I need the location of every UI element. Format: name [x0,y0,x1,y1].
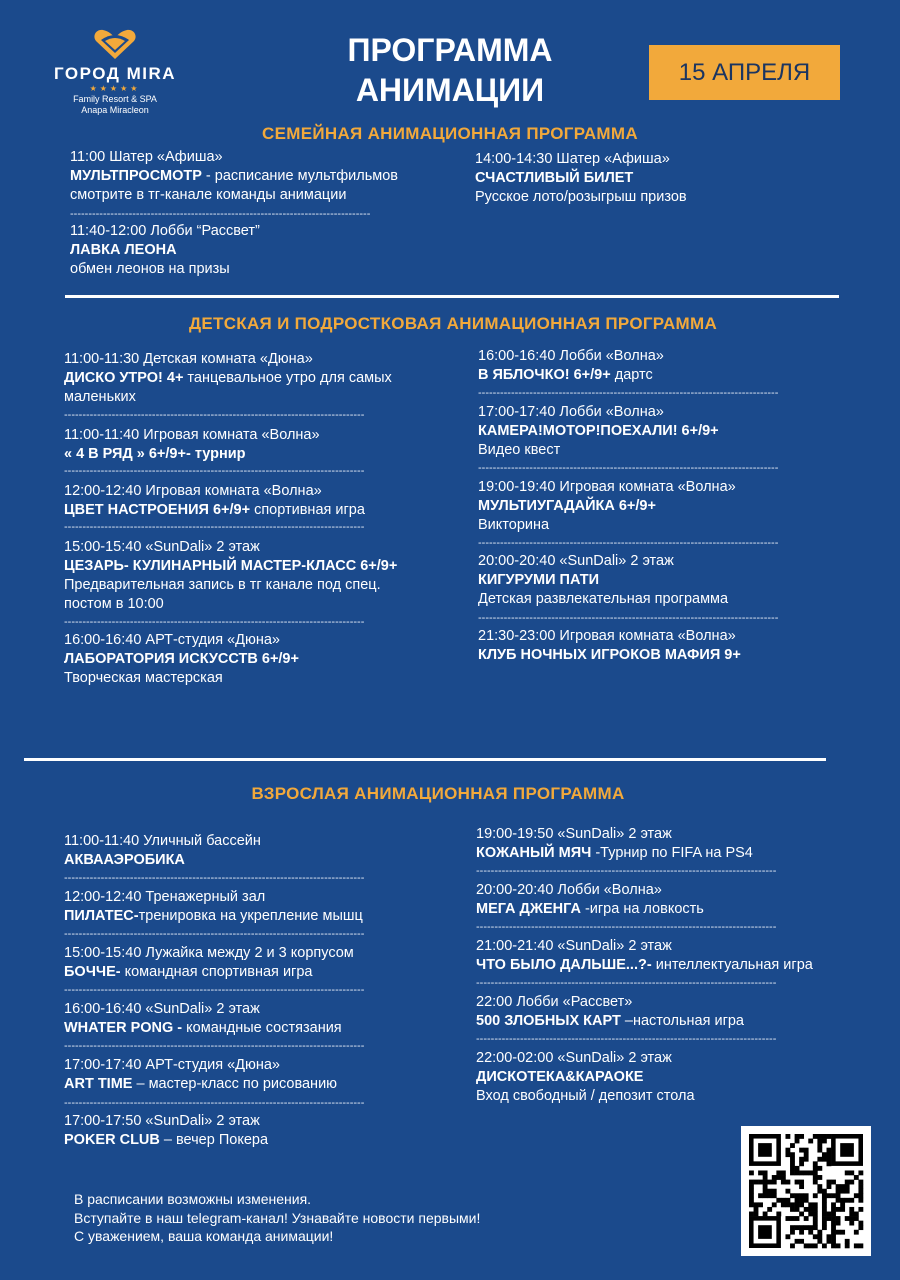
adult-item-2 [64,888,363,926]
event-desc: дартс [610,367,653,383]
adult-section-title: ВЗРОСЛАЯ АНИМАЦИОННАЯ ПРОГРАММА [251,784,625,803]
title-line1: ПРОГРАММА [347,32,553,68]
heart-logo-icon [93,28,137,60]
event-desc: Русское лото/розыгрыш призов [475,189,687,205]
divider: ---------------------------------------------------------------------------------- [478,389,779,397]
event-time: 17:00-17:40 АРТ-студия «Дюна» [64,1057,280,1073]
divider: ---------------------------------------------------------------------------------- [476,1035,777,1043]
event-time: 19:00-19:50 «SunDali» 2 этаж [476,826,672,842]
adult-item-10 [476,993,744,1031]
adult-item-6 [64,1112,268,1150]
event-title: POKER CLUB [64,1132,160,1148]
event-title: ЛАБОРАТОРИЯ ИСКУССТВ 6+/9+ [64,651,299,667]
event-desc-2: смотрите в тг-канале команды анимации [70,187,347,203]
event-title: ДИСКО УТРО! 4+ [64,370,184,386]
divider: ---------------------------------------------------------------------------------- [64,1042,365,1050]
event-title: ЦЕЗАРЬ- КУЛИНАРНЫЙ МАСТЕР-КЛАСС 6+/9+ [64,558,398,574]
kids-item-10 [478,627,741,665]
event-time: 12:00-12:40 Тренажерный зал [64,889,266,905]
event-title: БОЧЧЕ- [64,964,121,980]
adult-item-11 [476,1049,695,1106]
event-time: 22:00 Лобби «Рассвет» [476,994,633,1010]
event-title: ЧТО БЫЛО ДАЛЬШЕ...?- [476,957,652,973]
event-desc: – вечер Покера [159,1132,269,1148]
event-time: 11:40-12:00 Лобби “Рассвет” [70,223,260,239]
kids-section-title: ДЕТСКАЯ И ПОДРОСТКОВАЯ АНИМАЦИОННАЯ ПРОГРАММА [188,314,718,333]
event-title: МЕГА ДЖЕНГА [476,901,581,917]
brand-logo [50,28,180,116]
section-rule [24,758,826,761]
event-desc: Творческая мастерская [64,670,223,686]
adult-item-8 [476,881,704,919]
event-title: ART TIME [64,1076,133,1092]
event-title: МУЛЬТПРОСМОТР [70,168,202,184]
divider: ---------------------------------------------------------------------------------- [478,539,779,547]
divider: ---------------------------------------------------------------------------------- [70,210,371,218]
kids-item-3 [64,482,365,520]
divider: ---------------------------------------------------------------------------------- [476,867,777,875]
divider: ---------------------------------------------------------------------------------- [64,618,365,626]
event-desc: командные состязания [182,1020,342,1036]
family-item-1 [70,148,398,205]
event-title: ПИЛАТЕС- [64,908,139,924]
divider: ---------------------------------------------------------------------------------- [64,467,365,475]
event-title: « 4 В РЯД » 6+/9+- турнир [64,446,246,462]
footer-line-1: В расписании возможны изменения. [74,1191,312,1207]
divider: ---------------------------------------------------------------------------------- [64,874,365,882]
adult-item-9 [476,937,813,975]
event-desc: Вход свободный / депозит стола [476,1088,695,1104]
adult-item-5 [64,1056,337,1094]
event-title: КАМЕРА!МОТОР!ПОЕХАЛИ! 6+/9+ [478,423,719,439]
event-time: 19:00-19:40 Игровая комната «Волна» [478,479,736,495]
event-time: 16:00-16:40 АРТ-студия «Дюна» [64,632,280,648]
event-desc: –настольная игра [620,1013,744,1029]
event-desc: -Турнир по FIFA на PS4 [591,845,753,861]
page-title [300,30,600,110]
event-desc: тренировка на укрепление мышц [138,908,363,924]
event-time: 16:00-16:40 Лобби «Волна» [478,348,664,364]
event-title: СЧАСТЛИВЫЙ БИЛЕТ [475,170,634,186]
event-desc: спортивная игра [250,502,365,518]
footer-note [74,1190,480,1246]
event-desc: Видео квест [478,442,561,458]
divider: ---------------------------------------------------------------------------------- [64,986,365,994]
kids-item-6 [478,347,664,385]
event-desc: -игра на ловкость [580,901,704,917]
divider: ---------------------------------------------------------------------------------- [478,614,779,622]
date-badge: 15 АПРЕЛЯ [649,45,840,100]
brand-name: ГОРОД MIRA [53,64,177,83]
event-time: 11:00-11:30 Детская комната «Дюна» [64,351,313,367]
event-desc: интеллектуальная игра [651,957,813,973]
event-time: 11:00-11:40 Игровая комната «Волна» [64,427,320,443]
event-time: 11:00-11:40 Уличный бассейн [64,833,261,849]
event-title: КИГУРУМИ ПАТИ [478,572,599,588]
adult-item-1 [64,832,261,870]
event-time: 15:00-15:40 Лужайка между 2 и 3 корпусом [64,945,354,961]
event-time: 22:00-02:00 «SunDali» 2 этаж [476,1050,672,1066]
kids-item-1 [64,350,392,407]
event-title: ЛАВКА ЛЕОНА [70,242,177,258]
divider: ---------------------------------------------------------------------------------- [64,930,365,938]
title-line2: АНИМАЦИИ [355,72,545,108]
event-time: 11:00 Шатер «Афиша» [70,149,223,165]
divider: ---------------------------------------------------------------------------------- [64,1099,365,1107]
event-desc: Викторина [478,517,550,533]
kids-item-2 [64,426,320,464]
event-title: МУЛЬТИУГАДАЙКА 6+/9+ [478,498,656,514]
event-desc: Предварительная запись в тг канале под спец. [64,577,381,593]
event-title: КЛУБ НОЧНЫХ ИГРОКОВ МАФИЯ 9+ [478,647,741,663]
event-desc: – мастер-класс по рисованию [132,1076,338,1092]
event-desc-2: маленьких [64,389,136,405]
brand-stars: ★★★★★ [89,84,141,93]
event-time: 16:00-16:40 «SunDali» 2 этаж [64,1001,260,1017]
event-desc: танцевальное утро для самых [183,370,392,386]
event-time: 20:00-20:40 «SunDali» 2 этаж [478,553,674,569]
family-item-3 [475,150,687,207]
event-title: 500 ЗЛОБНЫХ КАРТ [476,1013,621,1029]
event-time: 17:00-17:40 Лобби «Волна» [478,404,664,420]
event-title: WHATER PONG - [64,1020,183,1036]
event-time: 15:00-15:40 «SunDali» 2 этаж [64,539,260,555]
kids-item-5 [64,631,299,688]
event-desc: обмен леонов на призы [70,261,230,277]
divider: ---------------------------------------------------------------------------------- [476,979,777,987]
qr-code-graphic [741,1126,871,1256]
section-rule [65,295,839,298]
kids-item-7 [478,403,719,460]
family-item-2 [70,222,260,279]
event-desc: - расписание мультфильмов [201,168,398,184]
event-desc: командная спортивная игра [120,964,313,980]
event-desc: Детская развлекательная программа [478,591,729,607]
event-desc-2: постом в 10:00 [64,596,164,612]
event-time: 20:00-20:40 Лобби «Волна» [476,882,662,898]
event-time: 21:30-23:00 Игровая комната «Волна» [478,628,736,644]
divider: ---------------------------------------------------------------------------------- [64,523,365,531]
event-title: ДИСКОТЕКА&КАРАОКЕ [476,1069,644,1085]
kids-item-8 [478,478,736,535]
event-time: 12:00-12:40 Игровая комната «Волна» [64,483,322,499]
event-time: 14:00-14:30 Шатер «Афиша» [475,151,670,167]
qr-code-icon[interactable] [741,1126,871,1256]
footer-line-3: С уважением, ваша команда анимации! [74,1228,334,1244]
event-title: КОЖАНЫЙ МЯЧ [476,845,592,861]
brand-line2: Anapa Miracleon [81,105,149,115]
event-title: АКВААЭРОБИКА [64,852,185,868]
event-time: 21:00-21:40 «SunDali» 2 этаж [476,938,672,954]
kids-item-4 [64,538,397,614]
divider: ---------------------------------------------------------------------------------- [64,411,365,419]
divider: ---------------------------------------------------------------------------------- [478,464,779,472]
family-section-title: СЕМЕЙНАЯ АНИМАЦИОННАЯ ПРОГРАММА [262,124,638,143]
event-title: В ЯБЛОЧКО! 6+/9+ [478,367,611,383]
adult-item-7 [476,825,753,863]
kids-item-9 [478,552,728,609]
footer-line-2: Вступайте в наш telegram-канал! Узнавайте новости первыми! [74,1209,481,1226]
adult-item-4 [64,1000,342,1038]
divider: ---------------------------------------------------------------------------------- [476,923,777,931]
event-title: ЦВЕТ НАСТРОЕНИЯ 6+/9+ [64,502,251,518]
brand-line1: Family Resort & SPA [73,94,157,104]
adult-item-3 [64,944,354,982]
event-time: 17:00-17:50 «SunDali» 2 этаж [64,1113,260,1129]
